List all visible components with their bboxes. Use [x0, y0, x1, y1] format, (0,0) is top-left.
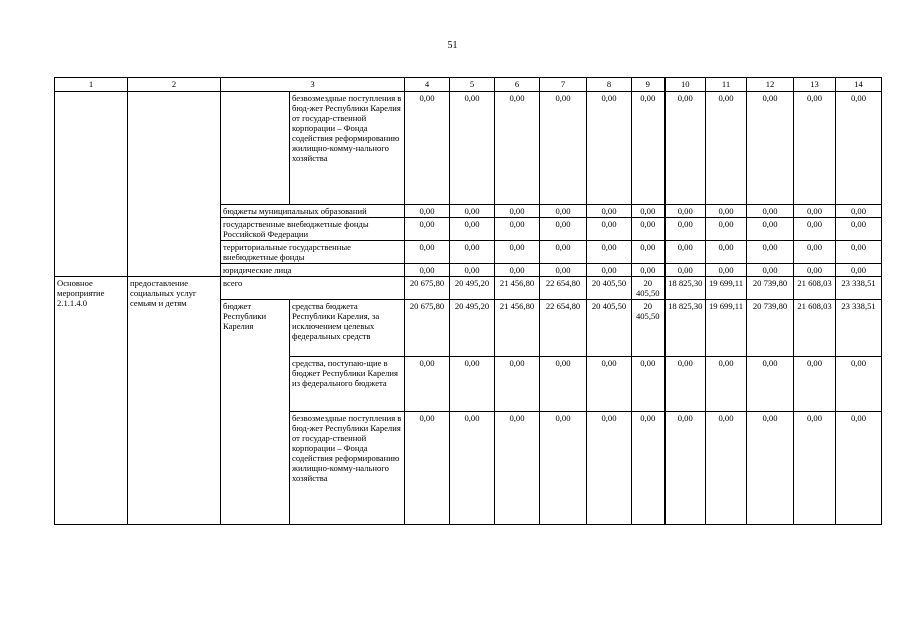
funding-row-value: 0,00 — [405, 241, 450, 264]
funding-row-value: 20 405,50 — [587, 300, 632, 357]
funding-row-value: 0,00 — [540, 357, 587, 412]
funding-row-value: 0,00 — [450, 205, 495, 218]
funding-row-value: 0,00 — [495, 205, 540, 218]
funding-row-value: 0,00 — [836, 92, 882, 205]
page-number: 51 — [447, 40, 458, 51]
header-cell: 9 — [632, 78, 665, 92]
funding-row-value: 0,00 — [747, 92, 794, 205]
funding-row-value: 0,00 — [794, 205, 836, 218]
funding-row-value: 19 699,11 — [706, 300, 747, 357]
funding-row-value: 21 456,80 — [495, 300, 540, 357]
funding-row-value: 0,00 — [405, 357, 450, 412]
funding-row-value: 0,00 — [706, 357, 747, 412]
funding-row-value: 0,00 — [405, 205, 450, 218]
funding-row-value: 0,00 — [540, 205, 587, 218]
funding-row-value: 20 495,20 — [450, 300, 495, 357]
funding-row-value: 0,00 — [495, 92, 540, 205]
funding-row-value: 0,00 — [450, 357, 495, 412]
funding-row-value: 0,00 — [632, 264, 665, 277]
funding-row-value: 0,00 — [747, 241, 794, 264]
header-cell: 1 — [55, 78, 128, 92]
funding-source: безвозмездные поступления в бюд-жет Республики Карелия от государ-ственной корпорации – Фонда содействия реформированию жилищно-комму-нального хозяйства — [290, 92, 405, 205]
activity-name: предоставление социальных услуг семьям и детям — [128, 277, 221, 525]
funding-row-value: 0,00 — [632, 218, 665, 241]
total-value: 21 608,03 — [794, 277, 836, 300]
funding-row-value: 0,00 — [587, 357, 632, 412]
total-value: 23 338,51 — [836, 277, 882, 300]
funding-row-value: 0,00 — [450, 264, 495, 277]
funding-source: средства, поступаю-щие в бюджет Республики Карелия из федерального бюджета — [290, 357, 405, 412]
funding-row-value: 0,00 — [794, 241, 836, 264]
funding-row-value: 0,00 — [665, 412, 706, 525]
total-value: 22 654,80 — [540, 277, 587, 300]
funding-row-value: 0,00 — [450, 241, 495, 264]
funding-row-value: 0,00 — [540, 218, 587, 241]
funding-row-value: 0,00 — [794, 357, 836, 412]
total-value: 20 405,50 — [632, 277, 665, 300]
funding-row-value: 0,00 — [665, 205, 706, 218]
funding-row-value: 0,00 — [665, 241, 706, 264]
header-cell: 7 — [540, 78, 587, 92]
funding-row-value: 0,00 — [665, 218, 706, 241]
budget-label: бюджет Республики Карелия — [221, 300, 290, 525]
funding-row-value: 0,00 — [587, 205, 632, 218]
funding-row-value: 0,00 — [836, 357, 882, 412]
funding-row-value: 0,00 — [747, 412, 794, 525]
funding-row-value: 0,00 — [405, 412, 450, 525]
funding-row-value: 0,00 — [495, 412, 540, 525]
funding-row-value: 0,00 — [706, 241, 747, 264]
funding-row-value: 0,00 — [632, 205, 665, 218]
funding-row-value: 0,00 — [747, 205, 794, 218]
funding-row-value: 0,00 — [405, 218, 450, 241]
funding-row-value: 0,00 — [495, 357, 540, 412]
funding-source: государственные внебюджетные фонды Российской Федерации — [221, 218, 405, 241]
funding-row-value: 0,00 — [540, 264, 587, 277]
header-cell: 6 — [495, 78, 540, 92]
funding-row-value: 0,00 — [665, 264, 706, 277]
funding-row-value: 0,00 — [836, 241, 882, 264]
funding-row-value: 0,00 — [794, 92, 836, 205]
total-value: 20 739,80 — [747, 277, 794, 300]
header-cell: 5 — [450, 78, 495, 92]
funding-row-value: 0,00 — [632, 241, 665, 264]
funding-row-value: 23 338,51 — [836, 300, 882, 357]
funding-row-value: 20 675,80 — [405, 300, 450, 357]
funding-row-value: 0,00 — [540, 241, 587, 264]
blank-cell-col1 — [55, 92, 128, 277]
total-value: 20 405,50 — [587, 277, 632, 300]
funding-row-value: 0,00 — [540, 92, 587, 205]
funding-row-value: 0,00 — [587, 218, 632, 241]
funding-row-value: 0,00 — [706, 218, 747, 241]
funding-source: юридические лица — [221, 264, 405, 277]
funding-row-value: 0,00 — [587, 412, 632, 525]
total-value: 20 675,80 — [405, 277, 450, 300]
funding-source: территориальные государственные внебюджетные фонды — [221, 241, 405, 264]
funding-row-value: 0,00 — [794, 264, 836, 277]
funding-row-value: 20 739,80 — [747, 300, 794, 357]
funding-row-value: 0,00 — [632, 357, 665, 412]
funding-row-value: 0,00 — [495, 241, 540, 264]
funding-row-value: 21 608,03 — [794, 300, 836, 357]
header-cell: 8 — [587, 78, 632, 92]
funding-row-value: 0,00 — [540, 412, 587, 525]
header-cell: 3 — [221, 78, 405, 92]
funding-row-value: 0,00 — [665, 92, 706, 205]
funding-row-value: 0,00 — [836, 264, 882, 277]
funding-source: средства бюджета Республики Карелия, за исключением целевых федеральных средств — [290, 300, 405, 357]
funding-row-value: 18 825,30 — [665, 300, 706, 357]
header-cell: 12 — [747, 78, 794, 92]
funding-row-value: 0,00 — [587, 264, 632, 277]
header-cell: 2 — [128, 78, 221, 92]
funding-row-value: 0,00 — [794, 218, 836, 241]
header-cell: 10 — [665, 78, 706, 92]
funding-row-value: 0,00 — [706, 412, 747, 525]
funding-row-value: 0,00 — [836, 412, 882, 525]
funding-row-value: 0,00 — [747, 357, 794, 412]
total-value: 18 825,30 — [665, 277, 706, 300]
funding-row-value: 0,00 — [587, 241, 632, 264]
funding-row-value: 0,00 — [450, 218, 495, 241]
funding-source: безвозмездные поступления в бюд-жет Республики Карелия от государ-ственной корпорации – Фонда содействия реформированию жилищно-комму-нального хозяйства — [290, 412, 405, 525]
funding-row-value: 0,00 — [632, 412, 665, 525]
funding-row-value: 0,00 — [495, 264, 540, 277]
funding-row-value: 0,00 — [405, 264, 450, 277]
total-value: 19 699,11 — [706, 277, 747, 300]
funding-row-value: 0,00 — [836, 218, 882, 241]
funding-row-value: 22 654,80 — [540, 300, 587, 357]
funding-row-value: 0,00 — [450, 92, 495, 205]
budget-table — [54, 77, 882, 525]
funding-source: бюджеты муниципальных образований — [221, 205, 405, 218]
funding-row-value: 0,00 — [706, 92, 747, 205]
funding-row-value: 0,00 — [632, 92, 665, 205]
total-value: 20 495,20 — [450, 277, 495, 300]
header-cell: 13 — [794, 78, 836, 92]
header-cell: 11 — [706, 78, 747, 92]
funding-row-value: 20 405,50 — [632, 300, 665, 357]
funding-row-value: 0,00 — [665, 357, 706, 412]
funding-row-value: 0,00 — [706, 264, 747, 277]
funding-row-value: 0,00 — [747, 264, 794, 277]
total-value: 21 456,80 — [495, 277, 540, 300]
blank-cell-col3 — [221, 92, 290, 205]
total-label: всего — [221, 277, 405, 300]
header-cell: 14 — [836, 78, 882, 92]
funding-row-value: 0,00 — [495, 218, 540, 241]
header-cell: 4 — [405, 78, 450, 92]
blank-cell-col2 — [128, 92, 221, 277]
funding-row-value: 0,00 — [836, 205, 882, 218]
funding-row-value: 0,00 — [794, 412, 836, 525]
funding-row-value: 0,00 — [747, 218, 794, 241]
funding-row-value: 0,00 — [405, 92, 450, 205]
funding-row-value: 0,00 — [706, 205, 747, 218]
activity-code: Основное мероприятие 2.1.1.4.0 — [55, 277, 128, 525]
funding-row-value: 0,00 — [450, 412, 495, 525]
funding-row-value: 0,00 — [587, 92, 632, 205]
